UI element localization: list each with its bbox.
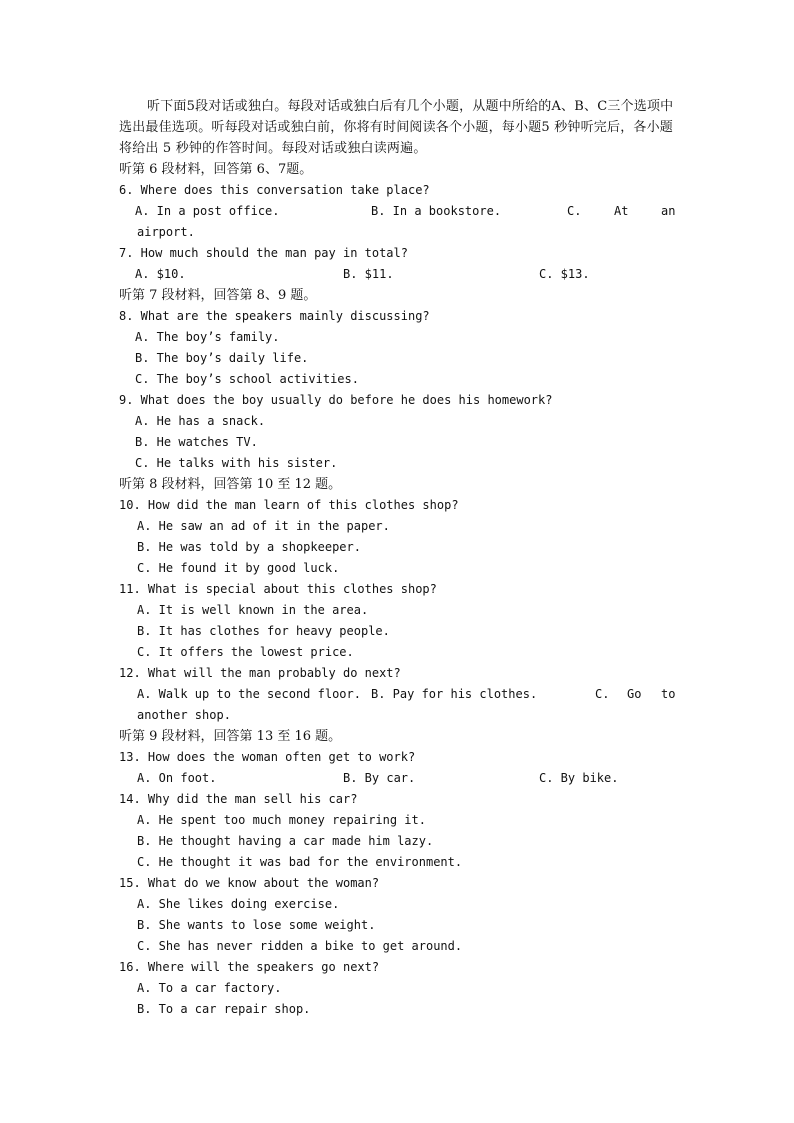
- options-row: [119, 768, 675, 789]
- option-c-label: C.: [567, 204, 582, 218]
- option-c-word2: to: [661, 687, 676, 701]
- instructions-paragraph: 听下面5段对话或独白。每段对话或独白后有几个小题，从题中所给的A、B、C三个选项中选出最佳选项。听每段对话或独白前，你将有时间阅读各个小题，每小题5 秒钟听完后，各小题将给出 5 秒钟的作答时间。每段对话或独白读两遍。: [119, 99, 674, 156]
- options-row: [119, 264, 675, 285]
- option-c-word2: an: [661, 204, 676, 218]
- options-row: [119, 201, 675, 222]
- question-15: 15. What do we know about the woman?: [119, 876, 380, 890]
- question-12: 12. What will the man probably do next?: [119, 666, 401, 680]
- option-a: A. She likes doing exercise.: [137, 897, 340, 911]
- option-c: C. By bike.: [539, 771, 619, 785]
- section-header: 听第 8 段材料，回答第 10 至 12 题。: [119, 477, 342, 492]
- question-10: 10. How did the man learn of this clothes shop?: [119, 498, 459, 512]
- option-c-continuation: airport.: [137, 225, 195, 239]
- option-b: B. $11.: [343, 267, 394, 281]
- question-9: 9. What does the boy usually do before he does his homework?: [119, 393, 553, 407]
- option-c-word1: Go: [627, 687, 642, 701]
- question-7: 7. How much should the man pay in total?: [119, 246, 408, 260]
- option-a: A. $10.: [135, 267, 186, 281]
- option-a: A. On foot.: [137, 771, 217, 785]
- option-c: C. The boy’s school activities.: [135, 372, 359, 386]
- option-a: A. Walk up to the second floor.: [137, 687, 361, 701]
- option-c: C. He found it by good luck.: [137, 561, 340, 575]
- option-b: B. He was told by a shopkeeper.: [137, 540, 361, 554]
- option-c-label: C.: [595, 687, 610, 701]
- option-c: C. He talks with his sister.: [135, 456, 338, 470]
- option-a: A. The boy’s family.: [135, 330, 280, 344]
- option-b: B. She wants to lose some weight.: [137, 918, 376, 932]
- option-c: C. He thought it was bad for the environment.: [137, 855, 463, 869]
- question-13: 13. How does the woman often get to work?: [119, 750, 416, 764]
- option-b: B. In a bookstore.: [371, 204, 502, 218]
- option-c: C. She has never ridden a bike to get around.: [137, 939, 463, 953]
- question-8: 8. What are the speakers mainly discussing?: [119, 309, 430, 323]
- option-b: B. The boy’s daily life.: [135, 351, 309, 365]
- exam-page: [119, 96, 675, 1020]
- options-row: [119, 684, 675, 705]
- option-a: A. He saw an ad of it in the paper.: [137, 519, 390, 533]
- option-b: B. By car.: [343, 771, 416, 785]
- question-11: 11. What is special about this clothes shop?: [119, 582, 437, 596]
- option-b: B. He thought having a car made him lazy.: [137, 834, 434, 848]
- option-c-continuation: another shop.: [137, 708, 231, 722]
- option-a: A. He spent too much money repairing it.: [137, 813, 426, 827]
- option-b: B. To a car repair shop.: [137, 1002, 311, 1016]
- question-14: 14. Why did the man sell his car?: [119, 792, 358, 806]
- option-a: A. In a post office.: [135, 204, 280, 218]
- option-b: B. It has clothes for heavy people.: [137, 624, 390, 638]
- option-a: A. It is well known in the area.: [137, 603, 369, 617]
- question-16: 16. Where will the speakers go next?: [119, 960, 380, 974]
- option-a: A. To a car factory.: [137, 981, 282, 995]
- section-header: 听第 9 段材料，回答第 13 至 16 题。: [119, 729, 342, 744]
- option-b: B. He watches TV.: [135, 435, 258, 449]
- option-c: C. It offers the lowest price.: [137, 645, 354, 659]
- option-a: A. He has a snack.: [135, 414, 266, 428]
- section-header: 听第 6 段材料，回答第 6、7题。: [119, 162, 313, 177]
- option-b: B. Pay for his clothes.: [371, 687, 538, 701]
- question-6: 6. Where does this conversation take place?: [119, 183, 430, 197]
- section-header: 听第 7 段材料，回答第 8、9 题。: [119, 288, 317, 303]
- option-c-word1: At: [614, 204, 629, 218]
- option-c: C. $13.: [539, 267, 590, 281]
